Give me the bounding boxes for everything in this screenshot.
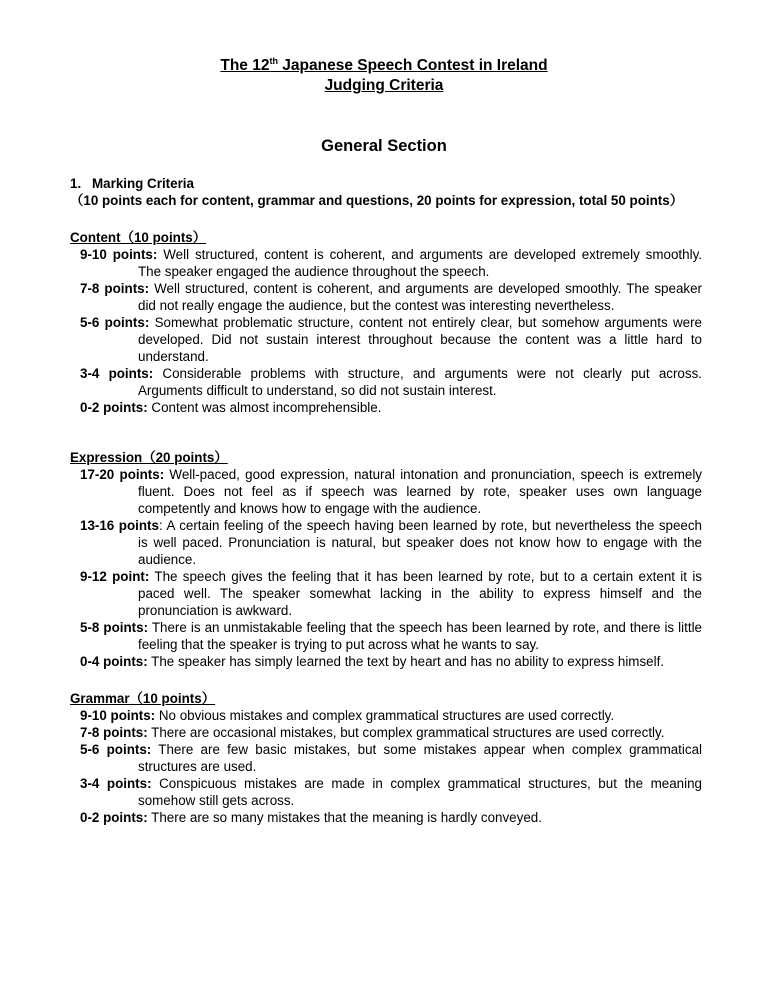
document-title xyxy=(0,56,768,96)
item-label: 5-6 points: xyxy=(80,315,150,330)
subtitle: Judging Criteria xyxy=(324,77,444,94)
criteria-item xyxy=(80,466,702,517)
item-label: 5-8 points: xyxy=(80,620,149,635)
item-text: The speaker has simply learned the text by heart and has no ability to express himself. xyxy=(147,654,665,669)
category-content xyxy=(70,229,702,416)
item-text: : A certain feeling of the speech having been learned by rote, but nevertheless the speech is well paced. Pronunciation is natural, but speaker does not know how to engage with the audience. xyxy=(138,518,702,567)
category-grammar xyxy=(70,690,702,826)
item-text: Content was almost incomprehensible. xyxy=(147,400,382,415)
item-text: There are few basic mistakes, but some mistakes appear when complex grammatical structures are used. xyxy=(138,742,702,774)
title-suffix: Japanese Speech Contest in Ireland xyxy=(277,57,548,74)
item-text: There are occasional mistakes, but complex grammatical structures are used correctly. xyxy=(147,725,665,740)
criteria-item xyxy=(80,741,702,775)
item-text: Well structured, content is coherent, and arguments are developed extremely smoothly. The speaker engaged the audience throughout the speech. xyxy=(138,247,702,279)
item-label: 7-8 points: xyxy=(80,725,148,740)
criteria-item xyxy=(80,775,702,809)
title-superscript: th xyxy=(269,55,278,66)
item-label: 9-10 points: xyxy=(80,708,156,723)
category-expression xyxy=(70,449,702,670)
title-line xyxy=(0,56,768,76)
category-title: Content（10 points） xyxy=(70,230,207,245)
item-label: 0-4 points: xyxy=(80,654,148,669)
criteria-item xyxy=(80,399,702,416)
item-text: The speech gives the feeling that it has been learned by rote, but to a certain extent it is paced well. The speaker somewhat lacking in the ability to express himself and the pronunciation is awkward. xyxy=(138,569,702,618)
item-text: There is an unmistakable feeling that the speech has been learned by rote, and there is little feeling that the speaker is trying to put across what he wants to say. xyxy=(138,620,702,652)
category-title: Expression（20 points） xyxy=(70,450,228,465)
criteria-number: 1. xyxy=(70,176,82,191)
item-text: There are so many mistakes that the meaning is hardly conveyed. xyxy=(147,810,542,825)
criteria-item xyxy=(80,365,702,399)
criteria-heading-text: Marking Criteria xyxy=(92,176,194,191)
category-title: Grammar（10 points） xyxy=(70,691,216,706)
criteria-item xyxy=(80,246,702,280)
item-label: 3-4 points: xyxy=(80,776,152,791)
criteria-item xyxy=(80,280,702,314)
item-text: No obvious mistakes and complex grammatical structures are used correctly. xyxy=(155,708,615,723)
criteria-item xyxy=(80,724,702,741)
item-label: 9-12 point: xyxy=(80,569,150,584)
item-label: 9-10 points: xyxy=(80,247,158,262)
criteria-item xyxy=(80,809,702,826)
item-label: 0-2 points: xyxy=(80,810,148,825)
criteria-note: （10 points each for content, grammar and questions, 20 points for expression, total 50 points） xyxy=(70,193,684,208)
title-prefix: The 12 xyxy=(220,57,270,74)
criteria-item xyxy=(80,568,702,619)
criteria-item xyxy=(80,314,702,365)
item-text: Considerable problems with structure, and arguments were not clearly put across. Arguments difficult to understand, so did not sustain interest. xyxy=(138,366,702,398)
item-label: 3-4 points: xyxy=(80,366,154,381)
criteria-heading xyxy=(70,175,702,192)
item-label: 0-2 points: xyxy=(80,400,148,415)
criteria-item xyxy=(80,707,702,724)
item-text: Conspicuous mistakes are made in complex grammatical structures, but the meaning somehow still gets across. xyxy=(138,776,702,808)
item-text: Well-paced, good expression, natural intonation and pronunciation, speech is extremely fluent. Does not feel as if speech was learned by rote, speaker uses own language competently and knows how to engage with the audience. xyxy=(138,467,702,516)
item-label: 13-16 points xyxy=(80,518,159,533)
item-text: Well structured, content is coherent, and arguments are developed smoothly. The speaker did not really engage the audience, but the contest was interesting nevertheless. xyxy=(138,281,702,313)
item-text: Somewhat problematic structure, content not entirely clear, but somehow arguments were developed. Did not sustain interest throughout because the content was a little hard to understand. xyxy=(138,315,702,364)
item-label: 7-8 points: xyxy=(80,281,150,296)
criteria-item xyxy=(80,619,702,653)
criteria-item xyxy=(80,653,702,670)
item-label: 17-20 points: xyxy=(80,467,165,482)
criteria-content xyxy=(70,175,702,826)
item-label: 5-6 points: xyxy=(80,742,152,757)
criteria-item xyxy=(80,517,702,568)
section-title: General Section xyxy=(321,137,447,155)
